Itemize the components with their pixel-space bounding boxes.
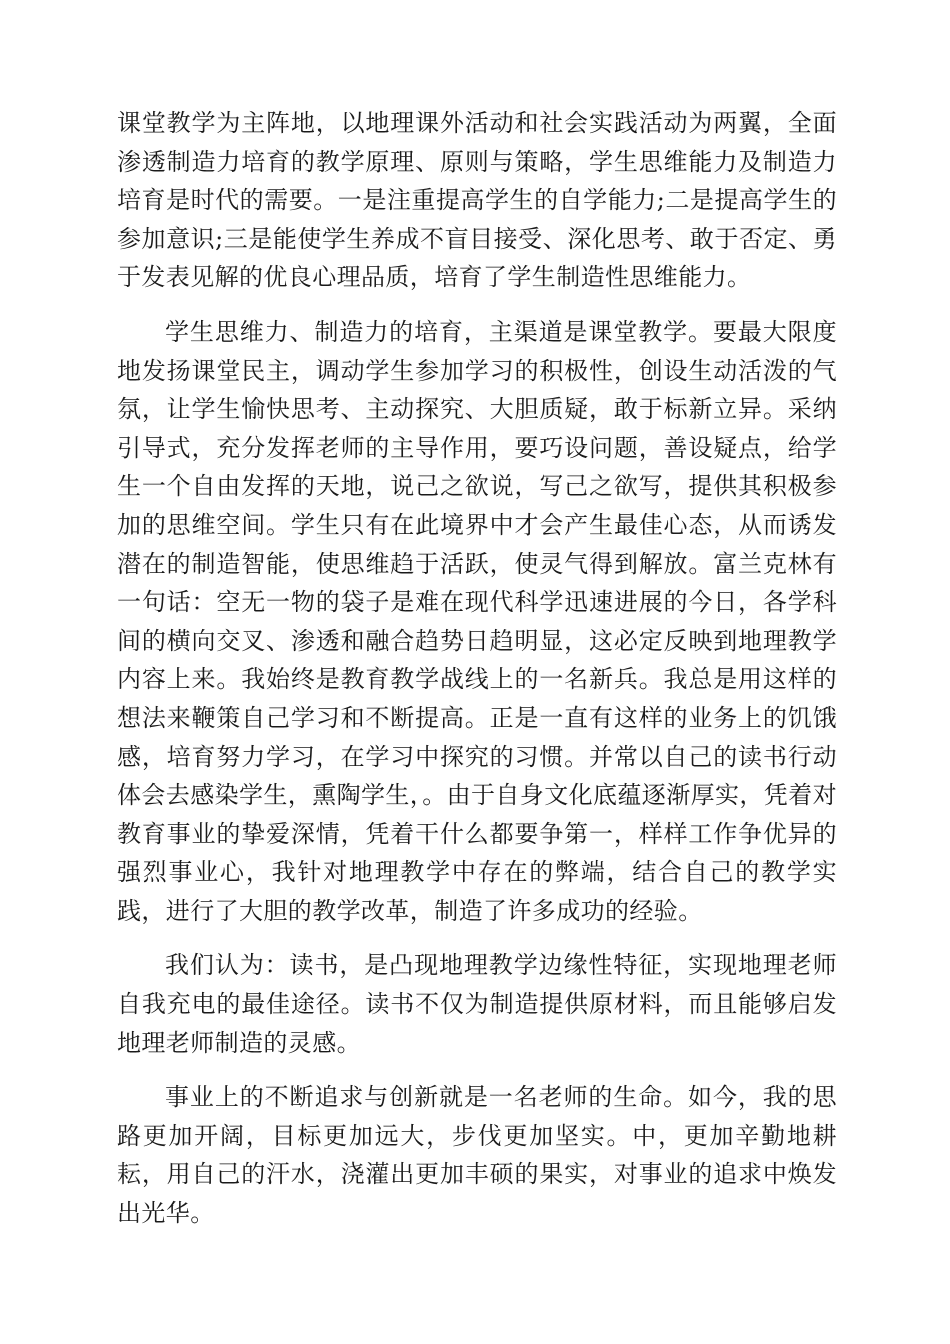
document-body [117, 104, 837, 1249]
paragraph-4: 事业上的不断追求与创新就是一名老师的生命。如今，我的思路更加开阔，目标更加远大，步伐更加坚实。中，更加辛勤地耕耘，用自己的汗水，浇灌出更加丰硕的果实，对事业的追求中焕发出光华。 [117, 1083, 837, 1228]
paragraph-2: 学生思维力、制造力的培育，主渠道是课堂教学。要最大限度地发扬课堂民主，调动学生参加学习的积极性，创设生动活泼的气氛，让学生愉快思考、主动探究、大胆质疑，敢于标新立异。采纳引导式，充分发挥老师的主导作用，要巧设问题，善设疑点，给学生一个自由发挥的天地，说己之欲说，写己之欲写，提供其积极参加的思维空间。学生只有在此境界中才会产生最佳心态，从而诱发潜在的制造智能，使思维趋于活跃，使灵气得到解放。富兰克林有一句话：空无一物的袋子是难在现代科学迅速进展的今日，各学科间的横向交叉、渗透和融合趋势日趋明显，这必定反映到地理教学内容上来。我始终是教育教学战线上的一名新兵。我总是用这样的想法来鞭策自己学习和不断提高。正是一直有这样的业务上的饥饿感，培育努力学习，在学习中探究的习惯。并常以自己的读书行动体会去感染学生，熏陶学生，。由于自身文化底蕴逐渐厚实，凭着对教育事业的挚爱深情，凭着干什么都要争第一，样样工作争优异的强烈事业心，我针对地理教学中存在的弊端，结合自己的教学实践，进行了大胆的教学改革，制造了许多成功的经验。 [117, 317, 837, 925]
paragraph-3: 我们认为：读书，是凸现地理教学边缘性特征，实现地理老师自我充电的最佳途径。读书不仅为制造提供原材料，而且能够启发地理老师制造的灵感。 [117, 951, 837, 1057]
paragraph-1: 课堂教学为主阵地，以地理课外活动和社会实践活动为两翼，全面渗透制造力培育的教学原理、原则与策略，学生思维能力及制造力培育是时代的需要。一是注重提高学生的自学能力;二是提高学生的参加意识;三是能使学生养成不盲目接受、深化思考、敢于否定、勇于发表见解的优良心理品质，培育了学生制造性思维能力。 [117, 109, 837, 292]
